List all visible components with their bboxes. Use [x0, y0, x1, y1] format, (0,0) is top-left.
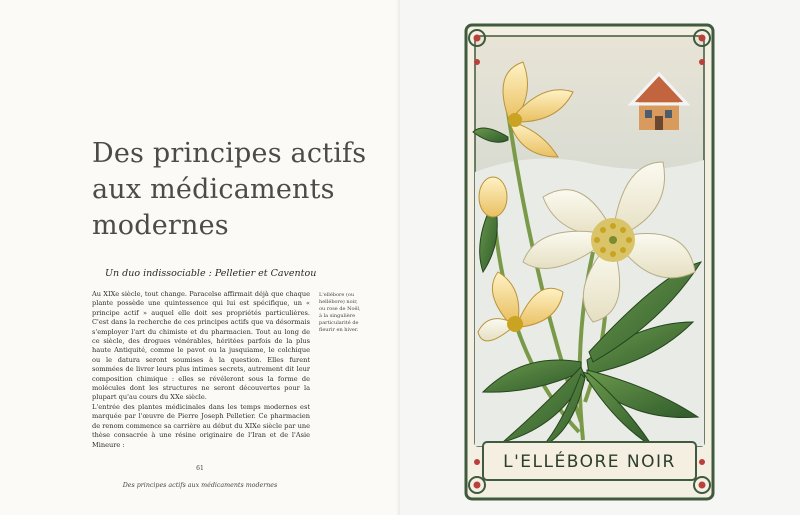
plate-label: L'ELLÉBORE NOIR	[503, 452, 676, 472]
body-paragraph: Au XIXe siècle, tout change. Paracelse affirmait déjà que chaque plante possède une quintessence qui lui est spécifique, un « principe actif » auquel elle doit ses propriétés particulières. C'est dans la recherche de ces principes actifs que va désormais s'employer l'art du chimiste et du pharmacien. Tout au long de ce siècle, des drogues vénérables, héritées parfois de la plus haute Antiquité, comme le pavot ou la jusquiame, le colchique ou le datura seront soumises à la question. Elles furent sommées de livrer leurs plus intimes secrets, autrement dit leur composition chimique : elles se révéleront sous la forme de molécules dont les structures ne seront découvertes pour la plupart qu'au cours du XXe siècle.	[92, 290, 310, 402]
chapter-title-line: modernes	[92, 210, 229, 241]
body-text	[92, 290, 310, 450]
chapter-title	[92, 136, 392, 244]
botanical-plate	[463, 22, 716, 502]
image-caption: L'ellébore (ou hellébore) noir, ou rose de Noël, à la singulière particularité de fleurir en hiver.	[319, 292, 361, 333]
page-number: 61	[196, 465, 204, 472]
chapter-title-line: aux médicaments	[92, 174, 335, 205]
small-bud	[479, 177, 507, 217]
body-paragraph: L'entrée des plantes médicinales dans les temps modernes est marquée par l'œuvre de Pierre Joseph Pelletier. Ce pharmacien de renom commence sa carrière au début du XIXe siècle par une thèse consacrée à une résine originaire de l'Iran et de l'Asie Mineure :	[92, 402, 310, 449]
running-footer: Des principes actifs aux médicaments modernes	[122, 482, 278, 489]
chapter-title-line: Des principes actifs	[92, 138, 367, 169]
hellebore-illustration	[463, 22, 716, 502]
section-subtitle: Un duo indissociable : Pelletier et Caventou	[105, 268, 317, 279]
